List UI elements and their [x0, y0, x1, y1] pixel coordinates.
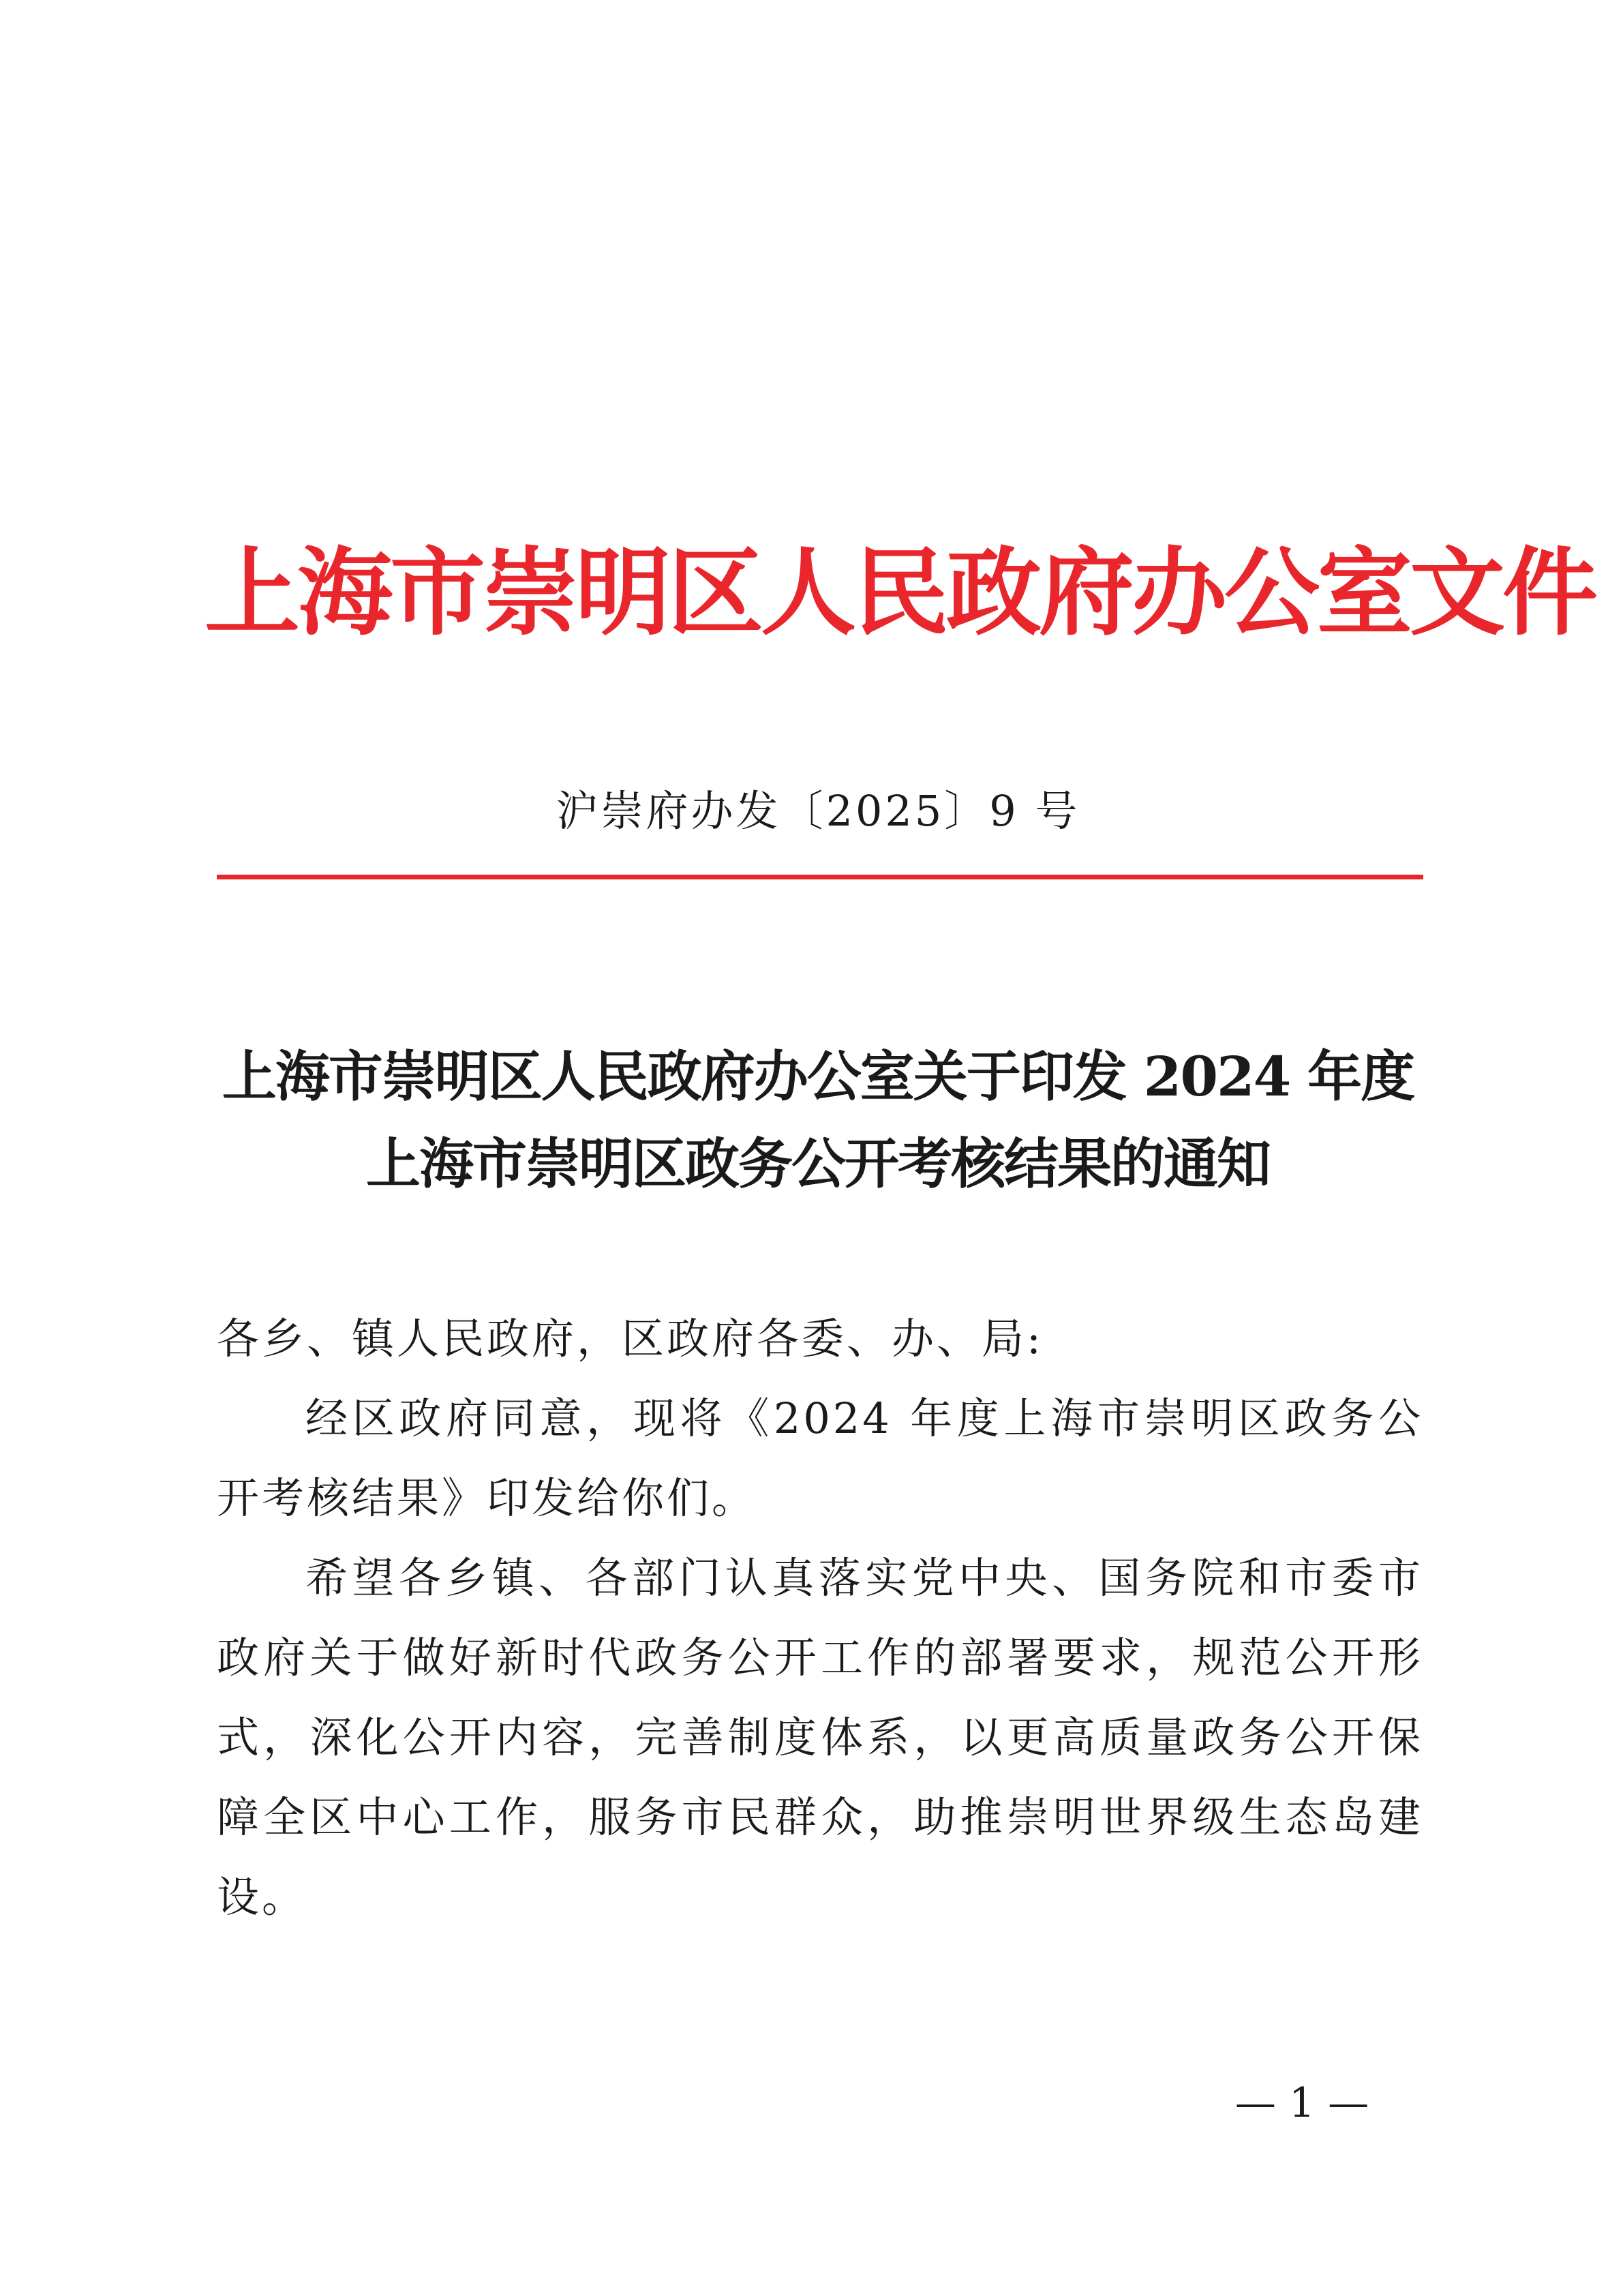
notice-title-line-2: 上海市崇明区政务公开考核结果的通知 [366, 1132, 1270, 1196]
salutation: 各乡、镇人民政府，区政府各委、办、局: [217, 1314, 1044, 1363]
issuer-header-title: 上海市崇明区人民政府办公室文件 [204, 537, 1596, 649]
body-paragraph-2: 希望各乡镇、各部门认真落实党中央、国务院和市委市政府关于做好新时代政务公开工作的部署要求，规范公开形式，深化公开内容，完善制度体系，以更高质量政务公开保障全区中心工作，服务市民群众，助推崇明世界级生态岛建设。 [217, 1553, 1423, 1922]
red-separator-line [217, 875, 1423, 879]
document-number: 沪崇府办发〔2025〕9 号 [556, 786, 1080, 836]
page-number: — 1 — [1234, 2079, 1369, 2127]
notice-title [204, 1033, 1431, 1207]
notice-body [217, 1299, 1423, 1937]
notice-title-line-1: 上海市崇明区人民政府办公室关于印发 2024 年度 [222, 1044, 1414, 1108]
body-paragraph-1: 经区政府同意，现将《2024 年度上海市崇明区政务公开考核结果》印发给你们。 [217, 1393, 1423, 1523]
